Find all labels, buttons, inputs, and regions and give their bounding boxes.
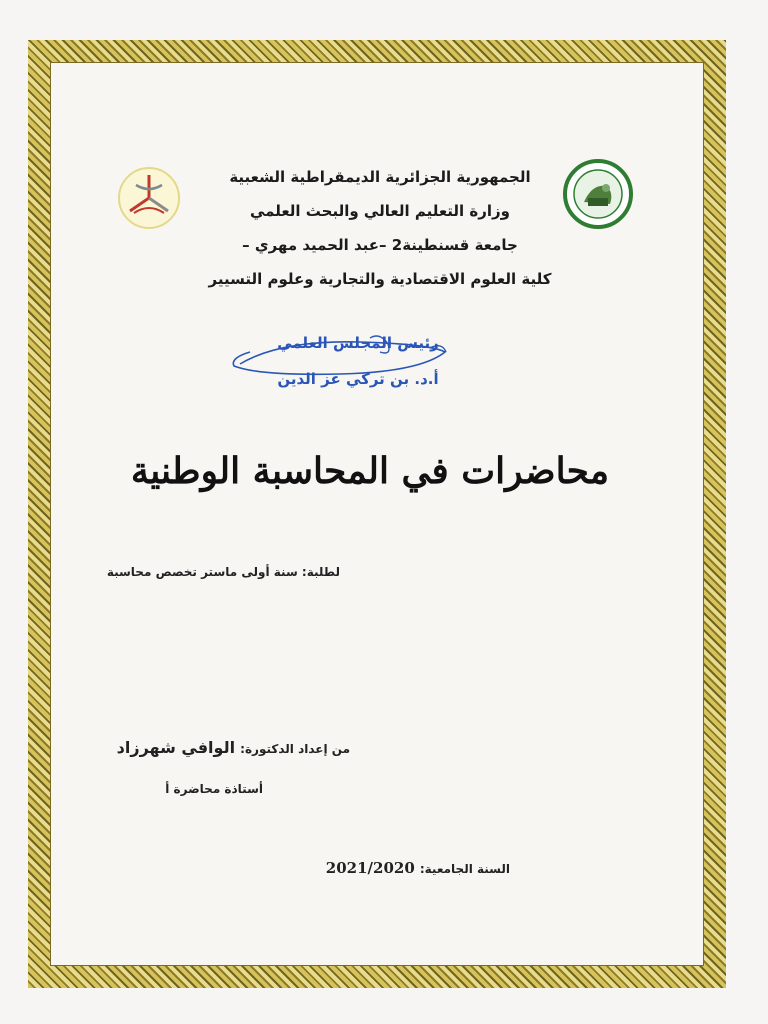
author-rank: أستاذة محاضرة أ bbox=[165, 782, 263, 796]
target-audience: لطلبة: سنة أولى ماستر تخصص محاسبة bbox=[106, 565, 340, 579]
stamp-signatory: أ.د. بن تركي عز الدين bbox=[277, 370, 439, 388]
university-name: جامعة قسنطينة2 –عبد الحميد مهري – bbox=[242, 236, 518, 254]
academic-year bbox=[300, 858, 510, 877]
stamp-title: رئيس المجلس العلمي bbox=[277, 334, 439, 352]
academic-year-label: السنة الجامعية: bbox=[419, 862, 510, 876]
document-title: محاضرات في المحاسبة الوطنية bbox=[130, 450, 610, 492]
ministry-name: وزارة التعليم العالي والبحث العلمي bbox=[249, 202, 511, 220]
university-logo bbox=[562, 158, 634, 230]
faculty-logo bbox=[116, 165, 182, 231]
faculty-name: كلية العلوم الاقتصادية والتجارية وعلوم التسيير bbox=[208, 270, 552, 288]
author-name: الوافي شهرزاد bbox=[116, 738, 236, 757]
country-name: الجمهورية الجزائرية الديمقراطية الشعبية bbox=[229, 168, 531, 186]
institution-header bbox=[190, 160, 570, 296]
academic-year-value: 2021/2020 bbox=[325, 859, 415, 877]
author-label: من إعداد الدكتورة: bbox=[240, 742, 350, 756]
author bbox=[100, 738, 350, 757]
